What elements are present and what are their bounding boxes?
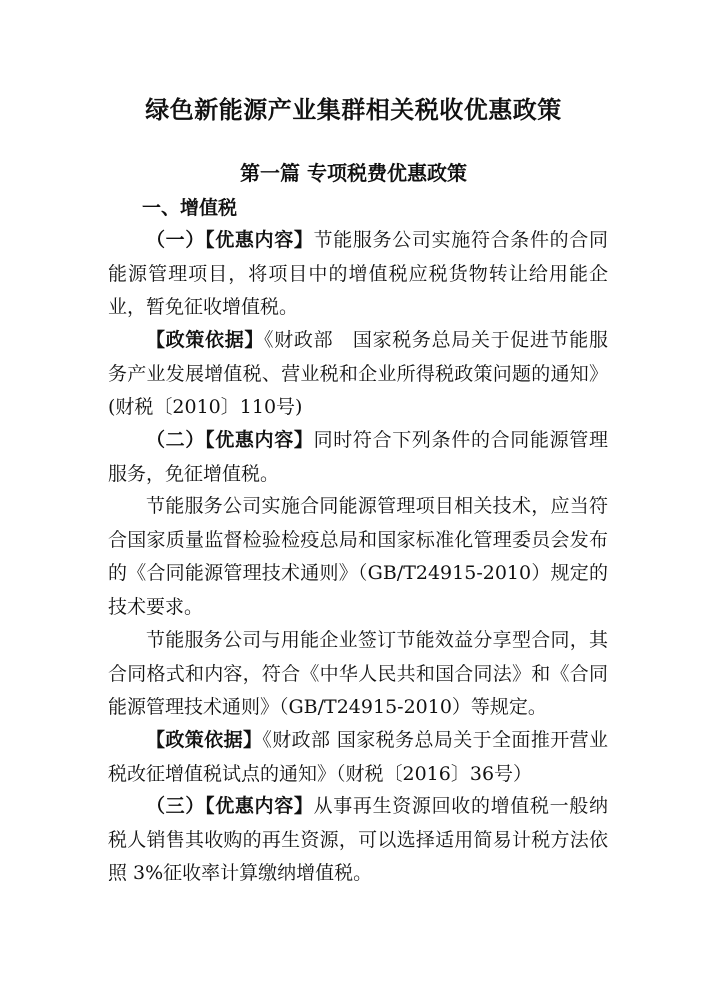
paragraph-7	[108, 790, 608, 891]
paragraph-tag: （三）【优惠内容】	[146, 795, 314, 817]
paragraph-1	[108, 224, 608, 325]
paragraph-2	[108, 324, 608, 425]
paragraph-text: 节能服务公司与用能企业签订节能效益分享型合同，其合同格式和内容，符合《中华人民共和国合同法》和《合同能源管理技术通则》（GB/T24915-2010）等规定。	[108, 629, 608, 718]
paragraph-tag: （一）【优惠内容】	[146, 229, 314, 251]
document-title: 绿色新能源产业集群相关税收优惠政策	[145, 95, 562, 124]
paragraph-text: 《财政部 国家税务总局关于全面推开营业税改征增值税试点的通知》（财税〔2016〕36号）	[108, 729, 608, 785]
paragraph-5	[108, 624, 608, 725]
paragraph-text: 节能服务公司实施符合条件的合同能源管理项目，将项目中的增值税应税货物转让给用能企业，暂免征收增值税。	[108, 229, 608, 318]
section-heading: 一、增值税	[142, 197, 238, 219]
paragraph-6	[108, 724, 608, 791]
paragraph-text: 同时符合下列条件的合同能源管理服务，免征增值税。	[108, 429, 608, 485]
paragraph-tag: 【政策依据】	[146, 729, 263, 751]
paragraph-text: 从事再生资源回收的增值税一般纳税人销售其收购的再生资源，可以选择适用简易计税方法依照 3%征收率计算缴纳增值税。	[108, 795, 608, 884]
paragraph-tag: 【政策依据】	[146, 329, 265, 351]
chapter-heading: 第一篇 专项税费优惠政策	[240, 161, 467, 185]
paragraph-tag: （二）【优惠内容】	[146, 429, 314, 451]
paragraph-4	[108, 490, 608, 624]
paragraph-3	[108, 424, 608, 491]
paragraph-text: 节能服务公司实施合同能源管理项目相关技术，应当符合国家质量监督检验检疫总局和国家标准化管理委员会发布的《合同能源管理技术通则》（GB/T24915-2010）规定的技术要求。	[108, 495, 608, 618]
paragraph-text: 《财政部 国家税务总局关于促进节能服务产业发展增值税、营业税和企业所得税政策问题的通知》(财税〔2010〕110号)	[108, 329, 608, 418]
